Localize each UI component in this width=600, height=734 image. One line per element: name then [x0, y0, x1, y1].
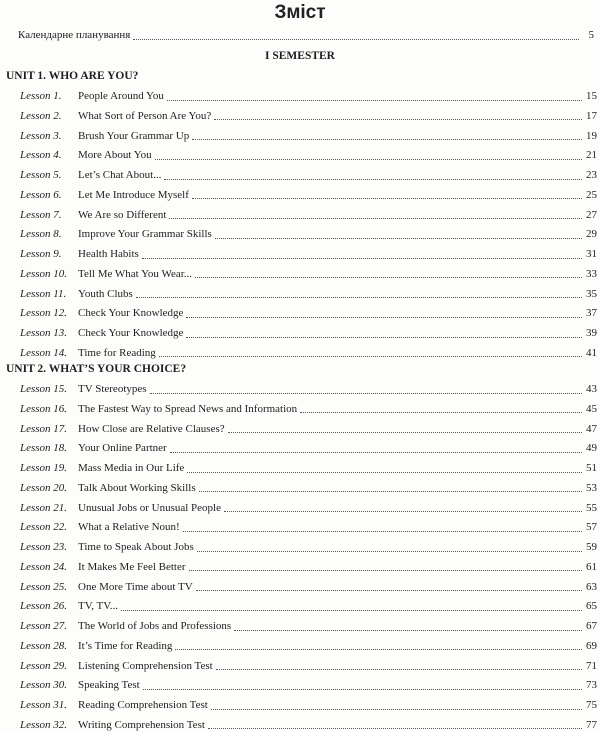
toc-entry[interactable] — [20, 381, 597, 397]
page-number: 45 — [586, 402, 597, 415]
toc-entry[interactable] — [20, 167, 597, 183]
unit-heading: UNIT 1. WHO ARE YOU? — [6, 70, 139, 82]
lesson-number: Lesson 2. — [20, 109, 62, 122]
lesson-number: Lesson 23. — [20, 541, 68, 553]
lesson-title: Your Online Partner — [78, 442, 167, 455]
dot-leader — [167, 90, 582, 101]
lesson-title: It’s Time for Reading — [78, 639, 173, 652]
page-number: 69 — [586, 639, 597, 652]
toc-entry[interactable] — [20, 579, 597, 595]
page-number: 41 — [586, 346, 597, 359]
dot-leader — [164, 169, 582, 180]
dot-leader — [170, 442, 582, 453]
toc-entry[interactable] — [20, 717, 597, 733]
lesson-number: Lesson 30. — [20, 679, 68, 692]
toc-entry[interactable] — [20, 500, 597, 516]
lesson-title: Check Your Knowledge — [78, 327, 184, 339]
lesson-number: Lesson 3. — [20, 129, 62, 142]
toc-entry[interactable] — [20, 539, 597, 555]
toc-entry[interactable] — [20, 305, 597, 321]
lesson-title: Tell Me What You Wear... — [78, 267, 193, 280]
lesson-number: Lesson 29. — [20, 659, 68, 672]
page-number: 59 — [586, 541, 597, 553]
dot-leader — [189, 560, 582, 571]
toc-entry[interactable] — [20, 345, 597, 361]
lesson-number: Lesson 9. — [20, 248, 62, 260]
lesson-title: More About You — [78, 149, 152, 162]
toc-entry[interactable] — [20, 88, 597, 104]
lesson-title: Let’s Chat About... — [78, 169, 162, 181]
page-number: 17 — [586, 109, 597, 122]
lesson-title: TV, TV... — [78, 600, 119, 613]
lesson-number: Lesson 24. — [20, 560, 68, 573]
toc-entry[interactable] — [20, 325, 597, 341]
page-number: 15 — [586, 90, 597, 102]
lesson-number: Lesson 31. — [20, 699, 68, 711]
page-number: 39 — [586, 327, 597, 339]
calendar-page: 5 — [588, 29, 594, 41]
page-number: 67 — [586, 620, 597, 632]
page-number: 57 — [586, 521, 597, 534]
page-number: 55 — [586, 501, 597, 514]
lesson-number: Lesson 27. — [20, 620, 68, 632]
calendar-label: Календарне планування — [18, 29, 131, 41]
toc-entry[interactable] — [20, 401, 597, 417]
lesson-number: Lesson 26. — [20, 600, 68, 613]
calendar-entry[interactable] — [18, 27, 594, 43]
lesson-title: The World of Jobs and Professions — [78, 620, 232, 632]
toc-entry[interactable] — [20, 638, 597, 654]
lesson-number: Lesson 25. — [20, 580, 68, 593]
toc-entry[interactable] — [20, 226, 597, 242]
semester-heading: I SEMESTER — [265, 50, 335, 62]
lesson-title: Speaking Test — [78, 679, 140, 692]
lesson-number: Lesson 10. — [20, 267, 68, 280]
dot-leader — [300, 402, 582, 413]
page-number: 21 — [586, 149, 597, 162]
page-number: 27 — [586, 208, 597, 221]
lesson-number: Lesson 14. — [20, 346, 68, 359]
lesson-title: Improve Your Grammar Skills — [78, 228, 212, 241]
lesson-number: Lesson 5. — [20, 169, 62, 181]
lesson-number: Lesson 15. — [20, 383, 68, 395]
toc-entry[interactable] — [20, 128, 597, 144]
lesson-title: Unusual Jobs or Unusual People — [78, 501, 221, 514]
dot-leader — [183, 521, 582, 532]
toc-entry[interactable] — [20, 421, 597, 437]
lesson-number: Lesson 20. — [20, 481, 68, 494]
lesson-number: Lesson 6. — [20, 188, 62, 201]
toc-entry[interactable] — [20, 559, 597, 575]
toc-entry[interactable] — [20, 440, 597, 456]
page-number: 25 — [586, 188, 597, 201]
lesson-number: Lesson 18. — [20, 442, 68, 455]
lesson-number: Lesson 16. — [20, 402, 68, 415]
dot-leader — [186, 307, 582, 318]
dot-leader — [215, 228, 582, 239]
lesson-title: People Around You — [78, 90, 164, 102]
lesson-number: Lesson 28. — [20, 639, 68, 652]
toc-entry[interactable] — [20, 187, 597, 203]
lesson-title: Time to Speak About Jobs — [78, 541, 194, 553]
toc-entry[interactable] — [20, 266, 597, 282]
page-number: 35 — [586, 287, 597, 300]
lesson-title: We Are so Different — [78, 208, 167, 221]
lesson-title: What Sort of Person Are You? — [78, 109, 212, 122]
page-number: 51 — [586, 462, 597, 474]
toc-entry[interactable] — [20, 286, 597, 302]
page-number: 71 — [586, 659, 597, 672]
toc-entry[interactable] — [20, 246, 597, 262]
lesson-number: Lesson 21. — [20, 501, 68, 514]
lesson-title: It Makes Me Feel Better — [78, 560, 186, 573]
lesson-title: Youth Clubs — [78, 287, 133, 300]
dot-leader — [143, 679, 582, 690]
dot-leader — [142, 248, 582, 259]
toc-entry[interactable] — [20, 677, 597, 693]
dot-leader — [159, 346, 582, 357]
page-number: 61 — [586, 560, 597, 573]
lesson-title: Let Me Introduce Myself — [78, 188, 189, 201]
lesson-title: Reading Comprehension Test — [78, 699, 208, 711]
lesson-title: Check Your Knowledge — [78, 307, 184, 320]
lesson-number: Lesson 8. — [20, 228, 62, 241]
page-number: 19 — [586, 129, 597, 142]
dot-leader — [224, 501, 582, 512]
lesson-number: Lesson 7. — [20, 208, 62, 221]
page-number: 65 — [586, 600, 597, 613]
dot-leader — [136, 287, 582, 298]
dot-leader — [187, 462, 582, 473]
lesson-title: Brush Your Grammar Up — [78, 129, 190, 142]
lesson-title: Listening Comprehension Test — [78, 659, 213, 672]
page-number: 31 — [586, 248, 597, 260]
dot-leader — [169, 208, 582, 219]
page-number: 47 — [586, 422, 597, 435]
lesson-number: Lesson 22. — [20, 521, 68, 534]
unit-heading: UNIT 2. WHAT’S YOUR CHOICE? — [6, 363, 187, 375]
lesson-title: One More Time about TV — [78, 580, 193, 593]
lesson-title: How Close are Relative Clauses? — [78, 422, 225, 435]
page-number: 49 — [586, 442, 597, 455]
page-number: 53 — [586, 481, 597, 494]
toc-entry[interactable] — [20, 108, 597, 124]
dot-leader — [208, 718, 582, 729]
page-number: 73 — [586, 679, 597, 692]
lesson-number: Lesson 19. — [20, 462, 68, 474]
lesson-number: Lesson 32. — [20, 718, 68, 731]
dot-leader — [216, 659, 582, 670]
toc-entry[interactable] — [20, 519, 597, 535]
page-number: 43 — [586, 383, 597, 395]
dot-leader — [155, 149, 582, 160]
lesson-title: What a Relative Noun! — [78, 521, 180, 534]
dot-leader — [133, 29, 579, 40]
dot-leader — [196, 580, 582, 591]
page-number: 63 — [586, 580, 597, 593]
toc-entry[interactable] — [20, 618, 597, 634]
dot-leader — [197, 541, 582, 552]
toc-entry[interactable] — [20, 658, 597, 674]
page-number: 23 — [586, 169, 597, 181]
lesson-title: TV Stereotypes — [78, 383, 147, 395]
dot-leader — [211, 699, 582, 710]
lesson-number: Lesson 4. — [20, 149, 62, 162]
toc-entry[interactable] — [20, 460, 597, 476]
dot-leader — [192, 129, 582, 140]
toc-entry[interactable] — [20, 697, 597, 713]
dot-leader — [186, 327, 582, 338]
toc-entry[interactable] — [20, 207, 597, 223]
dot-leader — [234, 620, 582, 631]
dot-leader — [150, 383, 582, 394]
toc-entry[interactable] — [20, 480, 597, 496]
toc-entry[interactable] — [20, 598, 597, 614]
dot-leader — [175, 639, 582, 650]
lesson-title: Mass Media in Our Life — [78, 462, 185, 474]
dot-leader — [195, 267, 582, 278]
toc-entry[interactable] — [20, 147, 597, 163]
page-number: 75 — [586, 699, 597, 711]
page-title: Зміст — [274, 2, 326, 23]
lesson-number: Lesson 12. — [20, 307, 68, 320]
dot-leader — [199, 481, 582, 492]
page-number: 29 — [586, 228, 597, 241]
dot-leader — [121, 600, 582, 611]
lesson-title: Writing Comprehension Test — [78, 718, 205, 731]
lesson-title: Time for Reading — [78, 346, 156, 359]
lesson-number: Lesson 17. — [20, 422, 68, 435]
lesson-title: The Fastest Way to Spread News and Information — [78, 402, 298, 415]
lesson-number: Lesson 1. — [20, 90, 62, 102]
page-number: 37 — [586, 307, 597, 320]
lesson-title: Talk About Working Skills — [78, 481, 196, 494]
dot-leader — [214, 109, 582, 120]
page-number: 77 — [586, 718, 597, 731]
lesson-number: Lesson 13. — [20, 327, 68, 339]
lesson-title: Health Habits — [78, 248, 139, 260]
dot-leader — [192, 188, 582, 199]
dot-leader — [228, 422, 582, 433]
lesson-number: Lesson 11. — [20, 287, 67, 300]
page-number: 33 — [586, 267, 597, 280]
